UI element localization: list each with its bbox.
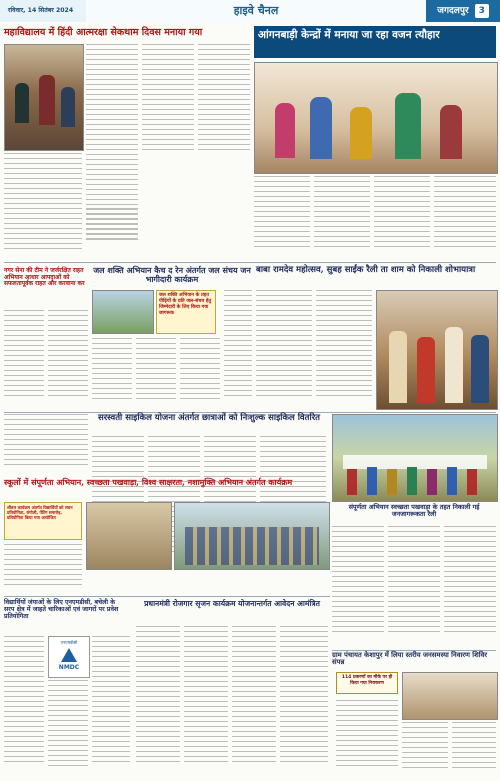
- article-11-callout: 114 प्रकरणों का मौके पर ही किया गया निराकरण: [336, 672, 398, 694]
- article-7-col-0: [4, 544, 82, 592]
- article-5-col-2: [48, 310, 88, 408]
- article-1-headline: महाविद्यालय में हिंदी आत्मरक्षा सेकथाम दिवस मनाया गया: [4, 27, 203, 38]
- article-6-headline: सरस्वती साइकिल योजना अंतर्गत छात्राओं को निःशुल्क साइकिल वितरित: [97, 413, 321, 423]
- article-7-pullquote: शीतल कार्यक्रम अंतर्गत विद्यार्थियों को सघन प्रतियोगिता, रांगोली, पेंटिंग समारोह, प्रतियोगिता किया गया आयोजित: [4, 502, 82, 540]
- article-5-col-3: [4, 414, 88, 474]
- divider: [4, 262, 496, 263]
- article-2-col-3: [374, 176, 430, 258]
- article-10-col-3: [232, 626, 276, 776]
- masthead-city: [426, 0, 500, 22]
- article-4-col-1: [256, 290, 312, 408]
- article-8-col-1: [332, 526, 384, 646]
- masthead: [0, 0, 500, 22]
- article-1-col-2: [142, 44, 194, 164]
- article-11-col-3: [452, 722, 496, 776]
- article-9-col-3: [92, 636, 130, 776]
- masthead-date: रविवार, 14 सितंबर 2024: [0, 0, 86, 22]
- article-10-col-4: [280, 626, 328, 776]
- article-1-col-0: [4, 153, 82, 263]
- nmdc-label: NMDC: [58, 664, 80, 671]
- city-name: जगदलपुर: [437, 6, 469, 16]
- article-10-col-1: [136, 626, 180, 776]
- article-7-headline: स्कूलों में संपूर्णता अभियान, स्वच्छता पखवाड़ा, विश्व साक्षरता, नशामुक्ति अभियान अंतर्गत कार्यक्रम: [4, 477, 293, 487]
- article-10-headline: प्रधानमंत्री रोजगार सृजन कार्यक्रम योजनान्तर्गत आवेदन आमंत्रित: [144, 599, 320, 608]
- article-4-photo: [376, 290, 498, 410]
- article-2-banner: [254, 26, 496, 58]
- article-2-col-2: [314, 176, 370, 258]
- article-1-photo: [4, 44, 84, 151]
- divider: [4, 596, 330, 597]
- article-2-col-4: [434, 176, 496, 258]
- masthead-title: हाइवे चैनल: [86, 0, 426, 22]
- article-1-col-3: [198, 44, 250, 164]
- article-9-col-2: [48, 680, 88, 776]
- article-1-col-1: [86, 44, 138, 259]
- article-4-col-2: [316, 290, 372, 408]
- article-3-col-2: [136, 338, 176, 408]
- article-7-photo-1: [86, 502, 172, 570]
- article-11-photo: [402, 672, 498, 720]
- article-4-headline: बाबा रामदेव महोत्सव, सुबह साईंक रैली ता शाम को निकाली शोभायात्रा: [256, 265, 476, 275]
- nmdc-logo: [48, 636, 90, 678]
- article-8-col-3: [444, 526, 496, 646]
- article-8-col-2: [388, 526, 440, 646]
- nmdc-hindi-label: एनएमडीसी: [60, 640, 78, 645]
- article-3-col-3: [180, 338, 220, 408]
- article-3-headline: जल शक्ति अभियान कैच द रेन अंतर्गत जल संचय जन भागीदारी कार्यक्रम: [93, 265, 251, 284]
- article-7-photo-2: [174, 502, 330, 570]
- article-3-pullquote: जल शक्ति अभियान के तहत पीढ़ियों के प्रति जल-संचय हेतु जिम्मेदारी के लिए किया गया जागरूक: [156, 290, 216, 334]
- page-number: 3: [475, 4, 489, 18]
- article-3-col-1: [92, 338, 132, 408]
- article-2-photo: [254, 62, 498, 174]
- article-2-col-1: [254, 176, 310, 258]
- article-9-col-1: [4, 636, 44, 776]
- article-3-col-4: [224, 290, 252, 408]
- article-5-headline: नगर सेना की टीम ने जर्जरक्षित राहत अभियान आधार आपदाओं को सफलतापूर्वक राहत और करवाना कर: [4, 267, 85, 288]
- article-8-headline: संपूर्णता अभियान स्वच्छता पखवाड़ा के तहत निकाली गई जनजागरूकता रैली: [348, 503, 480, 519]
- article-11-headline: ग्राम पंचायत केशापुर में लिया स्तरीय जनसमस्या निवारण शिविर संपन्न: [332, 651, 488, 667]
- article-8-photo: [332, 414, 498, 502]
- article-10-col-2: [184, 626, 228, 776]
- article-2-headline: आंगनबाड़ी केन्द्रों में मनाया जा रहा वजन त्यौहार: [258, 29, 440, 41]
- article-11-col-1: [336, 700, 398, 776]
- article-9-headline: विद्यार्थियों जंयाओं के लिए एनएमडीसी, बचेली के सरप क्षेत्र में जाहते चारिकाओं एवं जागरों पर प्रवेश प्रतियोगिता: [4, 599, 119, 620]
- nmdc-emblem-icon: [61, 648, 77, 662]
- article-5-col-1: [4, 310, 44, 408]
- article-3-photo-1: [92, 290, 154, 334]
- article-11-col-2: [402, 722, 448, 776]
